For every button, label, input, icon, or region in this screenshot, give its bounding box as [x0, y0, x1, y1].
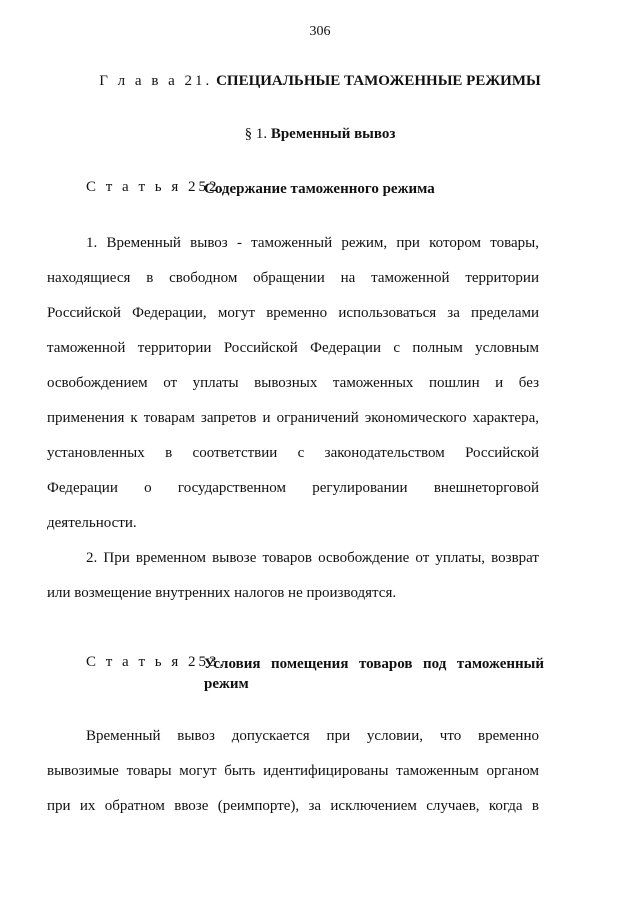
- article-253-title: Условия помещения товаров под таможенный режим: [204, 656, 544, 692]
- article-252-heading: [86, 179, 435, 197]
- article-252-line-10: 2. При временном вывозе товаров освобождение от уплаты, возврат: [86, 550, 539, 566]
- section-title: Временный вывоз: [270, 126, 396, 142]
- page-number: 306: [309, 24, 331, 39]
- chapter-label: Г л а в а 21.: [99, 73, 213, 89]
- article-252-line-6: применения к товарам запретов и ограничений экономического характера,: [47, 410, 539, 426]
- article-252-line-4: таможенной территории Российской Федерации с полным условным: [47, 340, 539, 356]
- article-252-label: С т а т ь я 252.: [86, 179, 227, 195]
- article-252-line-5: освобождением от уплаты вывозных таможенных пошлин и без: [47, 375, 539, 391]
- section-heading: [0, 126, 640, 143]
- article-253-line-2: вывозимые товары могут быть идентифицированы таможенным органом: [47, 763, 539, 779]
- chapter-heading: [0, 73, 640, 90]
- article-253-label: С т а т ь я 253.: [86, 654, 227, 670]
- article-252-line-1: 1. Временный вывоз - таможенный режим, при котором товары,: [86, 235, 539, 251]
- article-252-line-11: или возмещение внутренних налогов не производятся.: [47, 585, 397, 601]
- article-252-title: Содержание таможенного режима: [204, 181, 435, 197]
- article-252-line-7: установленных в соответствии с законодательством Российской: [47, 445, 539, 461]
- article-252-line-3: Российской Федерации, могут временно использоваться за пределами: [47, 305, 539, 321]
- chapter-title: СПЕЦИАЛЬНЫЕ ТАМОЖЕННЫЕ РЕЖИМЫ: [216, 73, 541, 89]
- article-252-line-8: Федерации о государственном регулировании внешнеторговой: [47, 480, 539, 496]
- article-252-line-9: деятельности.: [47, 515, 137, 531]
- article-253-line-1: Временный вывоз допускается при условии, что временно: [86, 728, 539, 744]
- article-252-line-2: находящиеся в свободном обращении на таможенной территории: [47, 270, 539, 286]
- article-253-heading: [86, 654, 544, 692]
- article-253-line-3: при их обратном ввозе (реимпорте), за исключением случаев, когда в: [47, 798, 539, 814]
- section-label: § 1.: [244, 126, 268, 142]
